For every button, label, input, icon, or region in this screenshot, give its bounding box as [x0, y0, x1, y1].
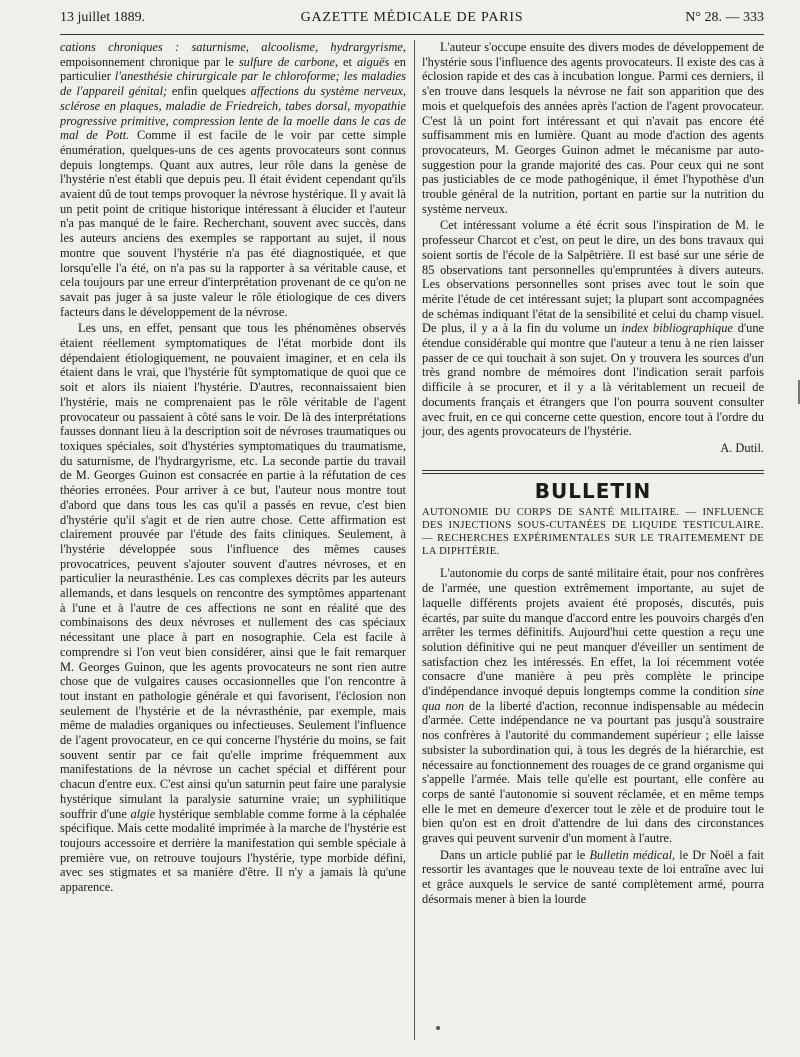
- text-run: en particulier: [60, 54, 406, 84]
- header-rule: [60, 34, 764, 35]
- text-run: Dans un article publié par le: [440, 847, 590, 862]
- text-run: le Dr Noël a fait ressortir les avantages que le nouveau texte de loi entraîne avec lui et grâce auxquels le service de santé complètement armé, pourra désormais mener à bien la lourde: [422, 847, 764, 906]
- section-title: BULLETIN: [534, 478, 652, 503]
- paragraph: [60, 40, 406, 319]
- section-summary: AUTONOMIE DU CORPS DE SANTÉ MILITAIRE. — INFLUENCE DES INJECTIONS SOUS-CUTANÉES DE LIQUIDE TESTICULAIRE. — RECHERCHES EXPÉRIMENTALES SUR LE TRAITEMEMENT DE LA DIPHTÉRIE.: [422, 507, 764, 558]
- text-run: sulfure de carbone,: [238, 54, 339, 69]
- text-run: Les uns, en effet, pensant que tous les phénomènes observés étaient réellement symptomatiques de l'état morbide dont ils dépendaient étiologiquement, ne pouvaient imaginer, et en cela ils étaient dans le vrai, que l'hystérie fût symptomatique de quoi que ce soit et alors ils niaient l'hystérie. D'autres, reconnaissaient bien l'hystérie, mais ne comprenaient pas le rôle véritable de l'agent provocateur ou passaient à côté sans le voir. De là des interprétations fausses donnant lieu à la description soit de névroses traumatiques ou toxiques spéciales, soit d'hystéries symptomatiques du traumatisme, du saturnisme, de l'hydrargyrisme, etc. La seconde partie du travail de M. Georges Guinon est consacrée en partie à la réfutation de ces théories erronées. Pour arriver à ce but, l'auteur nous montre tout d'abord que dans tous les cas qu'il a passés en revue, c'est bien d'hystérie qu'il s'agit et de rien autre chose. Cette affirmation est clairement prouvée par l'étude des faits cliniques. Seulement, à l'hystérie développée sous l'influence des mêmes causes provocatrices, peuvent s'ajouter souvent d'autres névroses, et en particulier la neurasthénie. Les cas complexes décrits par les auteurs allemands, et dans lesquels on rencontre des symptômes appartenant à l'une et à l'autre de ces affections ne sont en réalité que des combinaisons des deux névroses et nullement des cas spéciaux nécessitant une place à part en nosographie. Cela est facile à comprendre si l'on veut bien considérer, ainsi que le fait remarquer M. Georges Guinon, que les agents provocateurs ne sont rien autre chose que de vulgaires causes occasionnelles que l'on rencontre à tout instant en pathologie générale et qui favorisent, l'éclosion non seulement de l'hystérie et de la névrasthénie, par exemple, mais même de maladies organiques ou infectieuses. Seulement l'influence de l'agent provocateur, en ce qui concerne l'hystérie du moins, se fait souvent sentir par ce fait qu'elle imprime fréquemment aux manifestations de la névrose un cachet spécial et différent pour chacun d'entre eux. C'est ainsi qu'un saturnin peut faire une paralysie hystérique simulant la paralysie saturnine vraie; un syphilitique souffrir d'une: [60, 321, 406, 821]
- text-run: l'anesthésie chirurgicale par le chloroforme; les maladies de l'appareil génital;: [60, 69, 407, 99]
- publication-title: GAZETTE MÉDICALE DE PARIS: [300, 10, 524, 25]
- right-column: [422, 40, 764, 907]
- text-run: Comme il est facile de le voir par cette simple énumération, quelques-uns de ces agents provocateurs sont connus depuis longtemps. Quant aux autres, leur rôle dans la genèse de l'hystérie n'est établi que depuis peu. Il était évident cependant qu'ils avaient dû de tout temps provoquer la névrose hystérique. Il y avait là un petit point de critique historique intéressant à élucider et l'auteur n'a pas manqué de le faire. Recherchant, souvent avec succès, dans les auteurs anciens des exemples se rapportant au sujet, il nous montre que souvent l'hystérie n'a pas été diagnostiquée, et que lorsqu'elle l'a été, on n'a pas su la rapporter à sa véritable cause, et cela toujours par une erreur d'interprétation provenant de ce qu'on ne savait pas juger à sa juste valeur le rôle étiologique de ces divers facteurs dans le développement de la névrose.: [60, 128, 406, 319]
- paragraph: L'auteur s'occupe ensuite des divers modes de développement de l'hystérie sous l'influence des agents provocateurs. Il existe des cas à éclosion rapide et des cas à incubation longue. Parmi ces derniers, il s'en trouve dans lesquels la névrose ne fait son apparition que des mois et quelquefois des années après l'action de l'agent provocateur. C'est là un point fort intéressant et qui n'avait pas encore été suffisamment mis en lumière. Quant au mode d'action des agents provocateurs, M. Georges Guinon admet le mécanisme par auto-suggestion pour la grande majorité des cas. Pour ceux qui ne sont pas justiciables de ce mode pathogénique, il émet l'hypothèse d'un trouble général de la nutrition, portant en partie sur la nutrition du système nerveux.: [422, 40, 764, 216]
- page-number: N° 28. — 333: [685, 10, 764, 25]
- text-run: enfin quelques: [167, 84, 251, 99]
- page-header: [60, 8, 764, 30]
- text-run: Bulletin médical,: [589, 847, 676, 862]
- column-divider: [414, 40, 415, 1040]
- text-run: cations chroniques : saturnisme, alcoolisme, hydrargyrisme,: [60, 40, 406, 54]
- text-run: d'une étendue considérable qui montre que l'auteur a tenu à ne rien laisser passer de ce qui touchait à son sujet. On y trouvera les sources d'un très grand nombre de mémoires dont l'indication serait parfois difficile à se procurer, et il y a là véritablement un recueil de documents français et étrangers que l'on pourra souvent consulter avec fruit, en ce qui concerne cette question, encore tout à l'ordre du jour, des agents provocateurs de l'hystérie.: [422, 321, 765, 439]
- text-run: et: [338, 54, 357, 69]
- text-run: Cet intéressant volume a été écrit sous l'inspiration de M. le professeur Charcot et c'est, on peut le dire, un des bons travaux qui soient sortis de l'école de la Salpêtrière. Il est basé sur une série de 85 observations tant personnelles qu'empruntées à divers auteurs. Les observations personnelles sont prises avec tout le soin que mérite l'étude de cet intéressant sujet; la plupart sont accompagnées de schémas indiquant l'état de la sensibilité et celui du champ visuel. De plus, il y a à la fin du volume un: [422, 218, 764, 336]
- section-rule: [422, 470, 764, 474]
- text-run: aiguës: [356, 54, 390, 69]
- author-signature: A. Dutil.: [720, 440, 764, 455]
- paragraph: [422, 848, 764, 907]
- left-column: [60, 40, 406, 895]
- text-run: sine qua non: [422, 684, 764, 713]
- text-run: algie: [130, 806, 156, 821]
- text-run: de la liberté d'action, reconnue indispensable au médecin d'armée. Cette indépendance ne va pourtant pas jusqu'à soustraire nos confrères à l'autorité du commandement supérieur ; elle laisse subsister la subordination qui, à tous les degrés de la hiérarchie, est nécessaire au fonctionnement des rouages de ce grand organisme qui s'appelle l'armée. Mais telle qu'elle est pourtant, elle confère au corps de santé l'autonomie si souvent réclamée, et en même temps elle le met en demeure d'exercer tout le zèle et de produire tout le bien qu'on est en droit d'attendre de lui dans des circonstances graves qui peuvent survenir d'un moment à l'autre.: [422, 698, 764, 846]
- text-run: index bibliographique: [621, 321, 733, 336]
- text-run: L'autonomie du corps de santé militaire était, pour nos confrères de l'armée, une question extrêmement importante, au sujet de laquelle différents projets avaient été proposés, discutés, puis écartés, par suite du manque d'accord entre les pouvoirs chargés d'en arrêter les termes définitifs. Aujourd'hui cette question a reçu une solution définitive qui ne peut manquer d'éveiller un sentiment de satisfaction chez les intéressés. En effet, la loi récemment votée consacre d'une manière à peu près complète le principe d'indépendance invoqué depuis longtemps comme la condition: [422, 566, 764, 699]
- text-run: empoisonnement chronique par le: [60, 54, 239, 69]
- paragraph: [422, 218, 764, 439]
- text-run: affections du système nerveux, sclérose en plaques, maladie de Friedreich, tabes dorsal, myopathie progressive primitive, compression lente de la moelle dans le cas de mal de Pott.: [60, 84, 407, 143]
- issue-date: 13 juillet 1889.: [60, 10, 146, 25]
- text-run: hystérique semblable comme forme à la céphalée spécifique. Mais cette modalité imprimée à la marche de l'hystérie est toujours accessoire et derrière la manifestation qui semble spéciale à première vue, on retrouve toujours l'hystérie, type morbide défini, avec ses stigmates et sa manière d'être. Il n'y a jamais là qu'une apparence.: [60, 806, 407, 895]
- print-speck: [436, 1026, 440, 1030]
- paragraph: [422, 566, 764, 845]
- paragraph: [60, 321, 406, 894]
